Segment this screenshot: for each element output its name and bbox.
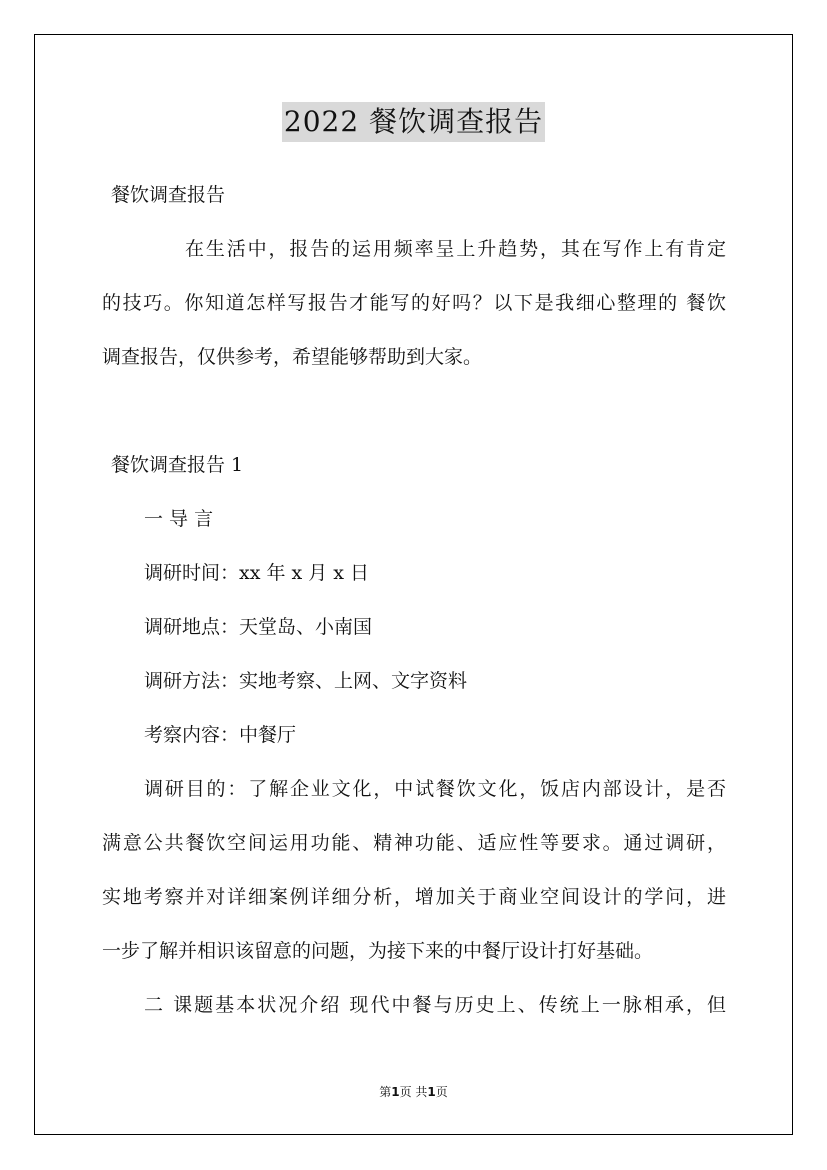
purpose-line-3: 实地考察并对详细案例详细分析，增加关于商业空间设计的学问，进 [102, 886, 726, 908]
document-body [102, 168, 726, 1032]
purpose-line-1: 调研目的：了解企业文化，中试餐饮文化，饭店内部设计，是否 [144, 778, 726, 800]
footer-page-suffix: 页 [435, 1085, 448, 1099]
document-subtitle: 餐饮调查报告 [111, 184, 226, 206]
footer-page-prefix: 第 [379, 1085, 392, 1099]
part2-line: 二 课题基本状况介绍 现代中餐与历史上、传统上一脉相承，但 [144, 994, 726, 1016]
title-wrap [0, 102, 827, 142]
footer-page-mid: 页 共 [399, 1085, 428, 1099]
intro-line-1: 在生活中，报告的运用频率呈上升趋势，其在写作上有肯定 [185, 238, 726, 260]
intro-line-3: 调查报告，仅供参考，希望能够帮助到大家。 [102, 346, 483, 368]
survey-place: 调研地点：天堂岛、小南国 [144, 616, 373, 638]
section1-heading: 餐饮调查报告 1 [111, 454, 244, 476]
survey-content: 考察内容：中餐厅 [144, 724, 297, 746]
survey-time: 调研时间：xx 年 x 月 x 日 [144, 562, 370, 584]
survey-method: 调研方法：实地考察、上网、文字资料 [144, 670, 468, 692]
purpose-line-4: 一步了解并相识该留意的问题，为接下来的中餐厅设计打好基础。 [102, 940, 654, 962]
document-title: 2022 餐饮调查报告 [282, 102, 545, 142]
footer-total-pages: 1 [427, 1085, 436, 1099]
intro-line-2: 的技巧。你知道怎样写报告才能写的好吗？以下是我细心整理的 餐饮 [102, 292, 726, 314]
purpose-line-2: 满意公共餐饮空间运用功能、精神功能、适应性等要求。通过调研， [102, 832, 726, 854]
footer-page-number: 1 [391, 1085, 400, 1099]
part1-heading: 一 导 言 [144, 508, 214, 530]
page-footer [0, 1083, 827, 1100]
